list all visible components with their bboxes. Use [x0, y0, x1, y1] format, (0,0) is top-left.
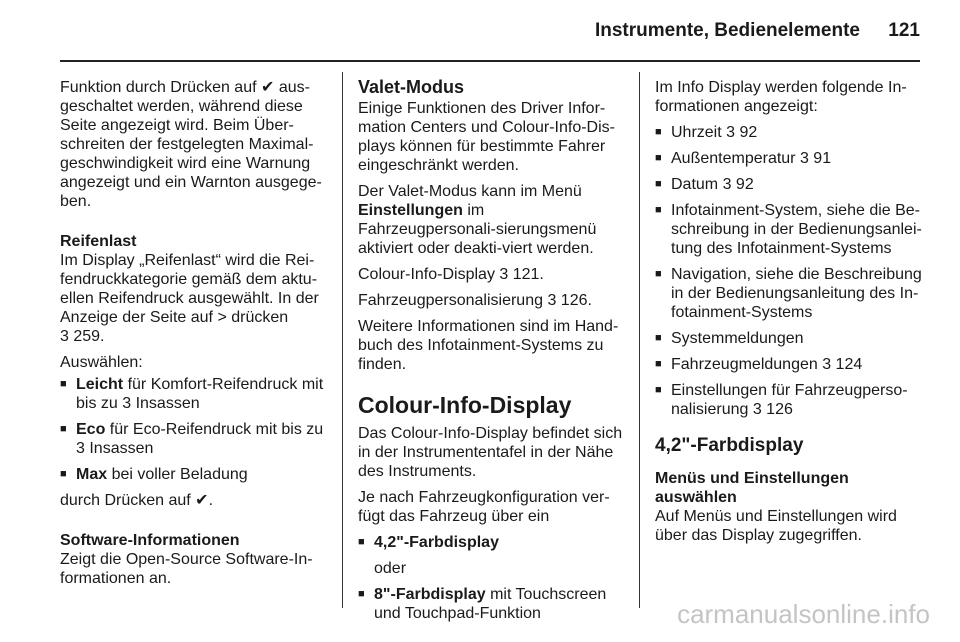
column-3 — [655, 78, 923, 552]
farbdisplay-heading: 4,2"-Farbdisplay — [655, 435, 804, 456]
software-info-heading: Software-Informationen — [60, 532, 240, 549]
spacer — [60, 218, 328, 232]
list-item — [358, 533, 624, 552]
column-divider-2 — [639, 72, 640, 608]
config-text: Je nach Fahrzeugkonfiguration ver-fügt das Fahrzeug über ein — [358, 489, 610, 525]
option-max: Max — [76, 466, 108, 483]
option-text: bei voller Beladung — [107, 466, 248, 483]
oder-text: oder — [374, 560, 407, 577]
auswahlen-label: Auswählen: — [60, 354, 143, 371]
valet-menu-text — [358, 182, 624, 258]
reifenlast-ref: 3 259. — [60, 328, 105, 345]
header-title: Instrumente, Bedienelemente — [594, 20, 860, 41]
display-options-list-2 — [358, 585, 624, 623]
software-info-text: Zeigt die Open-Source Software-In-formationen an. — [60, 551, 313, 587]
list-item: ■ Datum 3 92 — [655, 175, 923, 194]
info-intro: Im Info Display werden folgende In-formationen angezeigt: — [655, 79, 907, 115]
list-item — [60, 420, 328, 458]
display-options-list — [358, 533, 624, 552]
option-text: mit Touchscreen und Touchpad-Funktion — [374, 586, 607, 622]
ref-personalisierung: Fahrzeugpersonalisierung 3 126. — [358, 292, 592, 309]
reifenlast-heading: Reifenlast — [60, 233, 137, 250]
text-part: im Fahrzeugpersonali-sierungsmenü aktiviert oder deakti-viert werden. — [358, 202, 597, 257]
option-text: für Komfort-Reifendruck mit bis zu 3 Insassen — [76, 376, 324, 412]
list-item: ■ Systemmeldungen — [655, 329, 923, 348]
column-1 — [60, 78, 328, 595]
ref-colour-info: Colour-Info-Display 3 121. — [358, 266, 544, 283]
list-item — [358, 585, 624, 623]
list-item: ■ Außentemperatur 3 91 — [655, 149, 923, 168]
list-item: ■ Einstellungen für Fahrzeugperso-nalisierung 3 126 — [655, 381, 923, 419]
watermark: carmanualsonline.info — [677, 599, 930, 629]
list-item — [60, 465, 328, 484]
column-divider-1 — [342, 72, 343, 608]
more-info-text: Weitere Informationen sind im Hand-buch des Infotainment-Systems zu finden. — [358, 318, 619, 373]
option-4-2-display: 4,2"-Farbdisplay — [374, 534, 499, 551]
confirm-text: durch Drücken auf ✔. — [60, 492, 214, 509]
option-text: für Eco-Reifendruck mit bis zu 3 Insassen — [76, 421, 324, 457]
valet-text: Einige Funktionen des Driver Infor-mation Centers und Colour-Info-Dis-plays können für bestimmte Fahrer eingeschränkt werden. — [358, 100, 615, 174]
option-eco: Eco — [76, 421, 106, 438]
option-8-display: 8"-Farbdisplay — [374, 586, 486, 603]
page-number: 121 — [888, 20, 920, 41]
list-item: ■ Uhrzeit 3 92 — [655, 123, 923, 142]
reifenlast-text: Im Display „Reifenlast“ wird die Rei-fendruckkategorie gemäß dem aktu-ellen Reifendruck ausgewählt. In der Anzeige der Seite auf > drücken — [60, 252, 319, 326]
intro-paragraph: Funktion durch Drücken auf ✔ aus-geschaltet werden, während diese Seite angezeigt wird. Beim Über-schreiten der festgelegten Maximal-geschwindigkeit wird eine Warnung angezeigt und ein Warnton ausgege-ben. — [60, 79, 322, 210]
text-part: Der Valet-Modus kann im Menü — [358, 183, 582, 200]
menu-text: Auf Menüs und Einstellungen wird über das Display zugegriffen. — [655, 508, 897, 544]
list-item: ■ Fahrzeugmeldungen 3 124 — [655, 355, 923, 374]
option-leicht: Leicht — [76, 376, 124, 393]
tire-options-list — [60, 375, 328, 484]
list-item — [60, 375, 328, 413]
list-item: ■ Navigation, siehe die Beschreibung in der Bedienungsanleitung des In-fotainment-Systems — [655, 265, 923, 322]
header-rule — [60, 60, 920, 62]
menu-einstellungen: Einstellungen — [358, 202, 463, 219]
colour-info-text: Das Colour-Info-Display befindet sich in der Instrumententafel in der Nähe des Instruments. — [358, 425, 623, 480]
valet-heading: Valet-Modus — [358, 77, 465, 97]
column-2 — [358, 78, 624, 630]
colour-info-display-heading: Colour-Info-Display — [358, 392, 572, 418]
info-items-list — [655, 123, 923, 419]
menu-heading: Menüs und Einstellungen auswählen — [655, 470, 849, 506]
list-item: ■ Infotainment-System, siehe die Be-schreibung in der Bedienungsanlei-tung des Infotainment-Systems — [655, 201, 923, 258]
spacer — [60, 517, 328, 531]
